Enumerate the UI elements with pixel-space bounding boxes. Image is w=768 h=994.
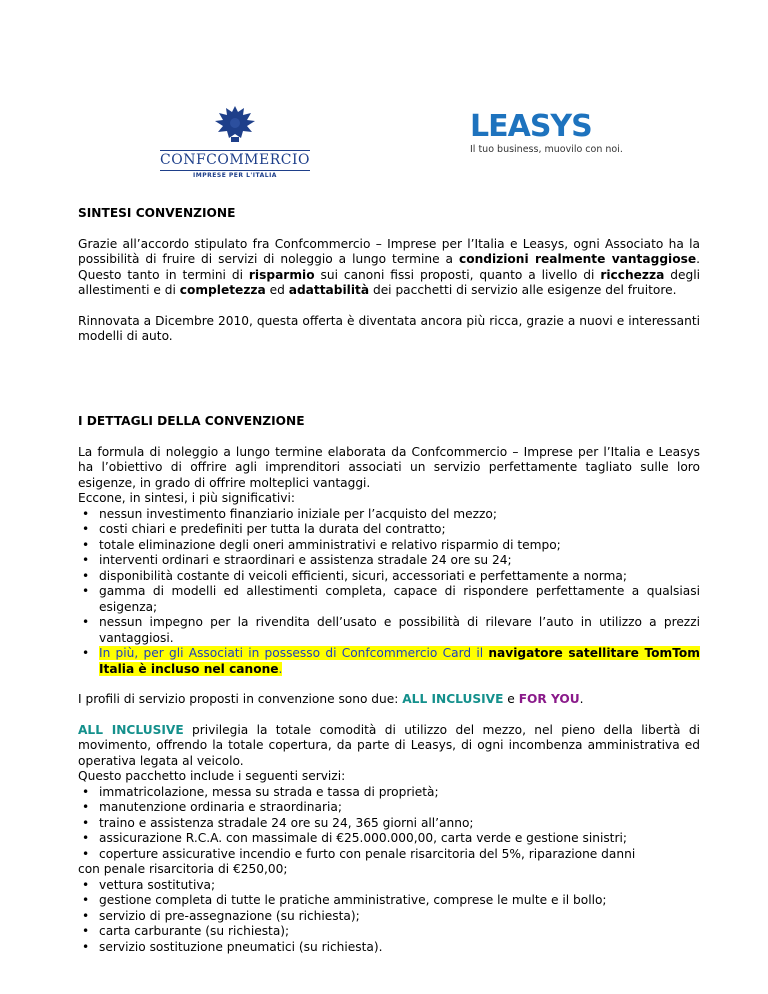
section-details [78, 414, 700, 955]
confcommercio-wordmark: CONFCOMMERCIO [160, 152, 310, 168]
profiles-paragraph [78, 692, 700, 708]
list-item: • assicurazione R.C.A. con massimale di €25.000.000,00, carta verde e gestione sinistri; [78, 831, 700, 847]
profile-all-inclusive: ALL INCLUSIVE [402, 692, 504, 706]
text-run: Grazie all’accordo stipulato fra Confcommercio – Imprese per l’Italia e Leasys, ogni Associato ha la possibilità di fruire di servizi di noleggio a lungo termine a [78, 236, 700, 266]
list-item: • traino e assistenza stradale 24 ore su 24, 365 giorni all’anno; [78, 816, 700, 832]
list-item: • manutenzione ordinaria e straordinaria; [78, 800, 700, 816]
list-item: • totale eliminazione degli oneri amministrativi e relativo risparmio di tempo; [78, 538, 700, 554]
list-item: • vettura sostitutiva; [78, 878, 700, 894]
profile-all-inclusive: ALL INCLUSIVE [78, 722, 184, 737]
bold-run: ricchezza [600, 267, 665, 282]
text-run: I profili di servizio proposti in convenzione sono due: [78, 692, 403, 706]
leasys-wordmark: LEASYS [470, 109, 592, 144]
list-item: • interventi ordinari e straordinari e assistenza stradale 24 ore su 24; [78, 553, 700, 569]
logo-rule [160, 150, 310, 151]
list-item: • disponibilità costante di veicoli efficienti, sicuri, accessoriati e perfettamente a norma; [78, 569, 700, 585]
all-inclusive-paragraph [78, 723, 700, 770]
eagle-emblem-icon [213, 104, 257, 144]
list-item-continuation: con penale risarcitoria di €250,00; [78, 862, 288, 876]
highlight-bold-run: navigatore satellitare TomTom Italia è incluso nel canone [99, 646, 700, 676]
list-item: • immatricolazione, messa su strada e tassa di proprietà; [78, 785, 700, 801]
list-item: • servizio sostituzione pneumatici (su richiesta). [78, 940, 700, 956]
confcommercio-logo [160, 104, 310, 184]
leasys-tagline: Il tuo business, muovilo con noi. [470, 144, 623, 155]
text-run: ed [265, 283, 289, 297]
bold-run: completezza [179, 283, 266, 297]
highlight-run: . [278, 661, 283, 676]
package-intro: Questo pacchetto include i seguenti servizi: [78, 769, 346, 783]
bold-run: adattabilità [288, 283, 370, 297]
advantages-list [78, 507, 700, 678]
list-item: • costi chiari e predefiniti per tutta la durata del contratto; [78, 522, 700, 538]
list-item: • gamma di modelli ed allestimenti completa, capace di rispondere perfettamente a qualsiasi esigenza; [78, 584, 700, 615]
details-paragraph: La formula di noleggio a lungo termine elaborata da Confcommercio – Imprese per l’Italia e Leasys ha l’obiettivo di offrire agli imprenditori associati un servizio perfettamente tagliato sulle loro esigenze, in grado di offrire molteplici vantaggi. [78, 444, 700, 490]
leasys-logo [470, 109, 630, 162]
section-title-details: I DETTAGLI DELLA CONVENZIONE [78, 414, 305, 428]
list-item: • nessun investimento finanziario iniziale per l’acquisto del mezzo; [78, 507, 700, 523]
services-list-2 [78, 878, 700, 956]
services-list [78, 785, 700, 863]
text-run: e [503, 692, 519, 706]
text-run: dei pacchetti di servizio alle esigenze del fruitore. [369, 283, 677, 297]
summary-paragraph [78, 237, 700, 299]
list-item: • nessun impegno per la rivendita dell’usato e possibilità di rilevare l’auto in utilizzo a prezzi vantaggiosi. [78, 615, 700, 646]
renewal-paragraph: Rinnovata a Dicembre 2010, questa offerta è diventata ancora più ricca, grazie a nuovi e interessanti modelli di auto. [78, 313, 700, 343]
list-item: • servizio di pre-assegnazione (su richiesta); [78, 909, 700, 925]
section-summary [78, 206, 700, 345]
logo-rule-2 [160, 170, 310, 171]
confcommercio-subtitle: IMPRESE PER L'ITALIA [193, 172, 277, 179]
list-item-highlight [78, 646, 700, 677]
text-run: sui canoni fissi proposti, quanto a livello di [314, 267, 601, 282]
text-run: privilegia la totale comodità di utilizzo del mezzo, nel pieno della libertà di movimento, offrendo la totale copertura, da parte di Leasys, di ogni incombenza amministrativa ed operativa legata al veicolo. [78, 722, 700, 768]
bold-run: condizioni realmente vantaggiose [458, 252, 697, 266]
highlight-run: In più, per gli Associati in possesso di Confcommercio Card il [99, 646, 489, 660]
text-run: degli allestimenti e di [78, 267, 700, 297]
header-logos [0, 0, 768, 179]
bold-run: risparmio [248, 267, 315, 282]
list-item: • carta carburante (su richiesta); [78, 924, 700, 940]
details-intro: Eccone, in sintesi, i più significativi: [78, 491, 296, 505]
profile-for-you: FOR YOU [518, 692, 580, 706]
section-title-summary: SINTESI CONVENZIONE [78, 206, 236, 220]
text-run: . [579, 692, 584, 706]
list-item: • gestione completa di tutte le pratiche amministrative, comprese le multe e il bollo; [78, 893, 700, 909]
list-item: • coperture assicurative incendio e furto con penale risarcitoria del 5%, riparazione danni [78, 847, 700, 863]
text-run: . Questo tanto in termini di [78, 252, 700, 282]
